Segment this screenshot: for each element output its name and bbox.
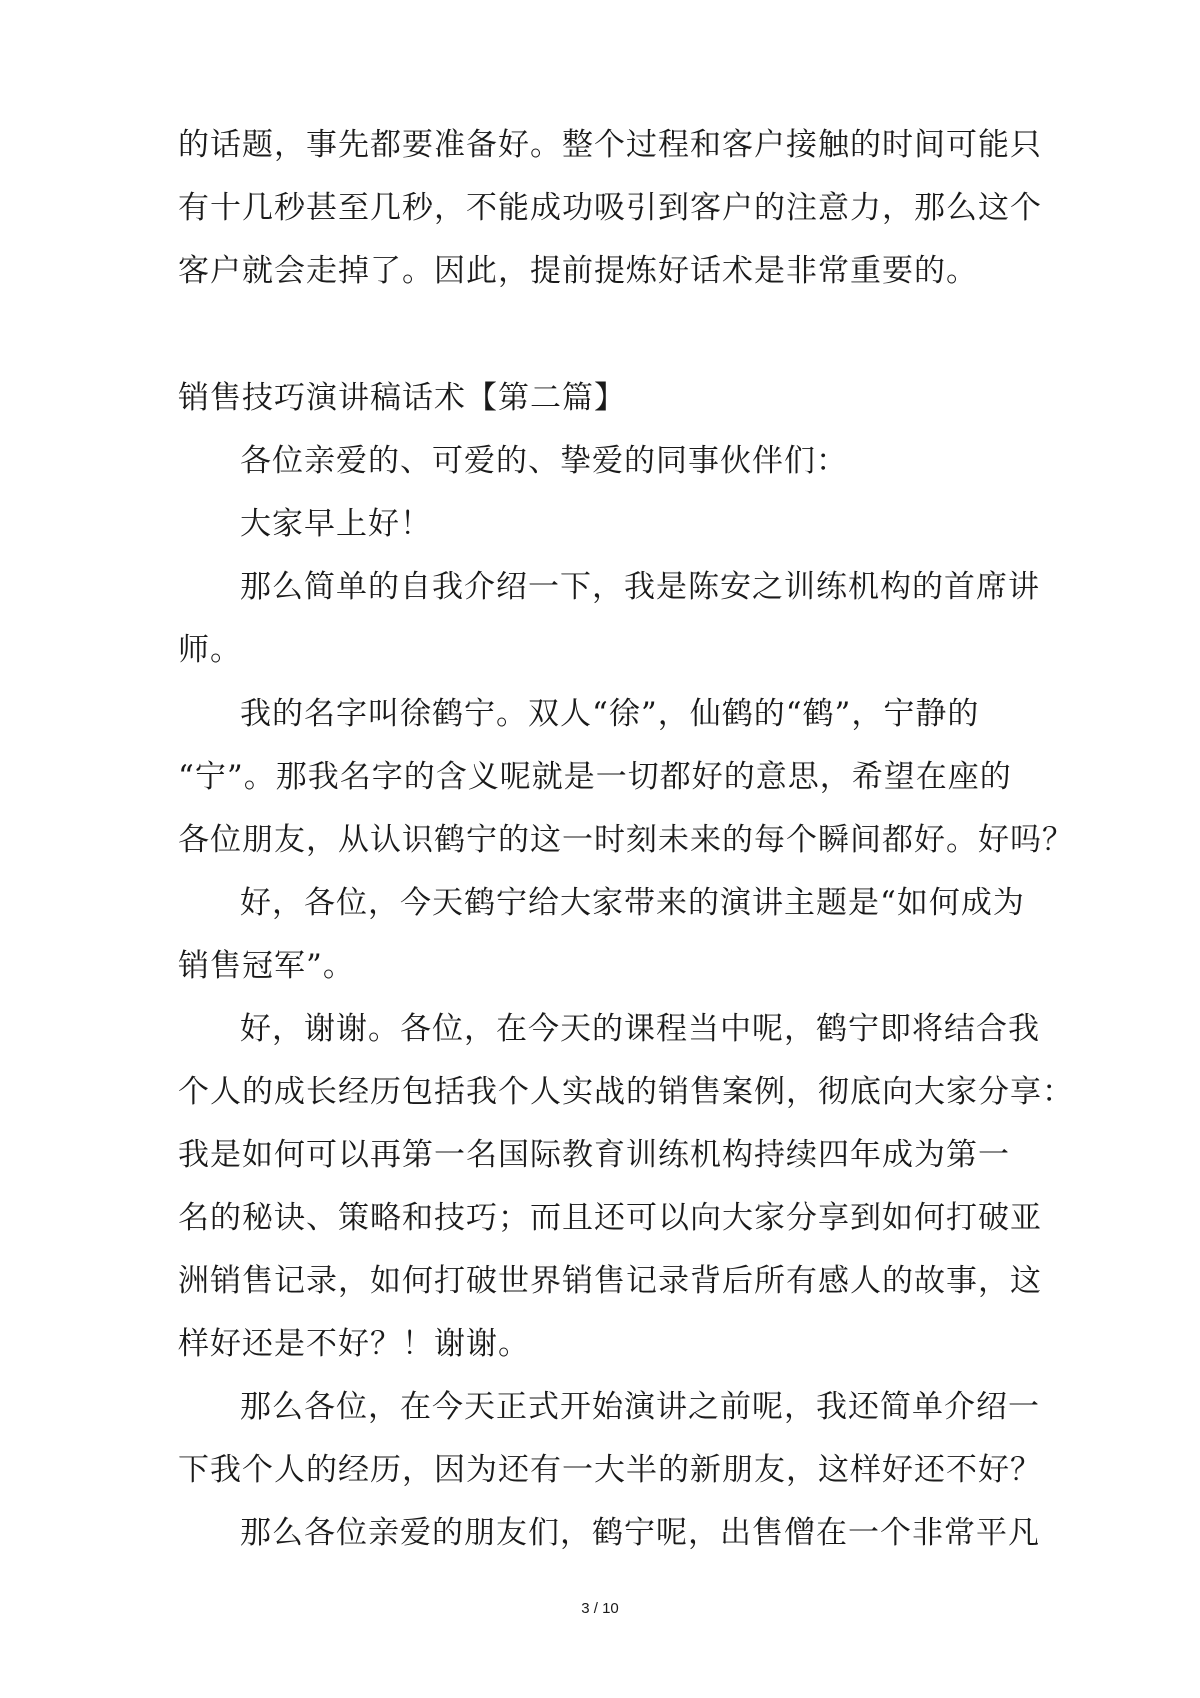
section-heading: 销售技巧演讲稿话术【第二篇】 [178, 380, 626, 416]
paragraph-line: 客户就会走掉了。因此，提前提炼好话术是非常重要的。 [178, 253, 978, 289]
paragraph-line: 我是如何可以再第一名国际教育训练机构持续四年成为第一 [178, 1137, 1010, 1173]
paragraph-line: 各位亲爱的、可爱的、挚爱的同事伙伴们： [240, 443, 848, 479]
paragraph-line: 师。 [178, 632, 242, 668]
paragraph-line: 大家早上好！ [240, 506, 432, 542]
paragraph-line: 销售冠军”。 [178, 948, 355, 984]
paragraph-line: 我的名字叫徐鹤宁。双人“徐”，仙鹤的“鹤”，宁静的 [240, 696, 980, 732]
paragraph-line: 好，谢谢。各位，在今天的课程当中呢，鹤宁即将结合我 [240, 1011, 1040, 1047]
paragraph-line: 洲销售记录，如何打破世界销售记录背后所有感人的故事，这 [178, 1263, 1042, 1299]
paragraph-line: 各位朋友，从认识鹤宁的这一时刻未来的每个瞬间都好。好吗？ [178, 822, 1074, 858]
paragraph-line: 样好还是不好？！谢谢。 [178, 1326, 530, 1362]
paragraph-line: 名的秘诀、策略和技巧；而且还可以向大家分享到如何打破亚 [178, 1200, 1042, 1236]
paragraph-line: 有十几秒甚至几秒，不能成功吸引到客户的注意力，那么这个 [178, 190, 1042, 226]
paragraph-line: 个人的成长经历包括我个人实战的销售案例，彻底向大家分享： [178, 1074, 1074, 1110]
paragraph-line: 好，各位，今天鹤宁给大家带来的演讲主题是“如何成为 [240, 885, 1025, 921]
paragraph-line: 那么简单的自我介绍一下，我是陈安之训练机构的首席讲 [240, 569, 1040, 605]
paragraph-line: 下我个人的经历，因为还有一大半的新朋友，这样好还不好？ [178, 1452, 1042, 1488]
paragraph-line: 那么各位亲爱的朋友们，鹤宁呢，出售僧在一个非常平凡 [240, 1515, 1040, 1551]
paragraph-line: “宁”。那我名字的含义呢就是一切都好的意思，希望在座的 [178, 759, 1012, 795]
paragraph-line: 的话题，事先都要准备好。整个过程和客户接触的时间可能只 [178, 127, 1042, 163]
paragraph-line: 那么各位，在今天正式开始演讲之前呢，我还简单介绍一 [240, 1389, 1040, 1425]
page-number: 3 / 10 [581, 1600, 619, 1617]
